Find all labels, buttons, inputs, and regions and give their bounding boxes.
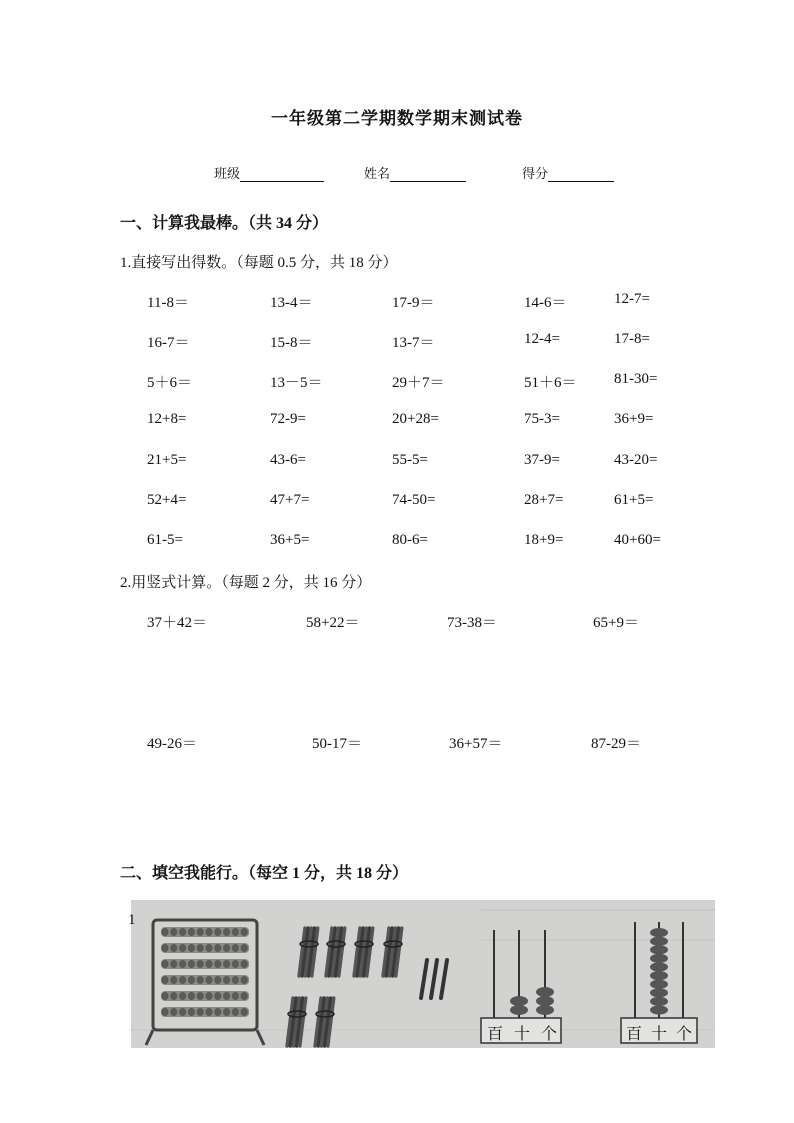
vertical-problem: 37＋42＝ xyxy=(147,615,208,631)
page-title: 一年级第二学期数学期末测试卷 xyxy=(271,109,523,128)
vertical-problem: 65+9＝ xyxy=(593,615,639,631)
place-label: 百 xyxy=(626,1024,643,1043)
abacus-bead xyxy=(650,980,668,989)
bead xyxy=(197,992,204,1000)
math-problem: 12-7= xyxy=(614,291,650,307)
bead xyxy=(205,1008,212,1016)
bead xyxy=(232,928,239,936)
name-blank xyxy=(390,167,466,182)
bead xyxy=(197,976,204,984)
bead xyxy=(241,976,248,984)
name-label: 姓名 xyxy=(364,167,391,182)
math-problem: 13－5＝ xyxy=(270,375,323,391)
abacus-bead xyxy=(650,971,668,980)
math-problem: 36+9= xyxy=(614,411,654,427)
bead xyxy=(188,992,195,1000)
math-problem: 12+8= xyxy=(147,411,187,427)
math-problem: 15-8＝ xyxy=(270,335,313,351)
place-label: 十 xyxy=(513,1024,530,1043)
bead xyxy=(170,976,177,984)
place-label: 百 xyxy=(487,1024,504,1043)
bead xyxy=(179,992,186,1000)
abacus-bead xyxy=(650,1005,668,1014)
abacus-1-place-labels xyxy=(487,1021,557,1044)
part1-heading: 1.直接写出得数。（每题 0.5 分，共 18 分） xyxy=(120,255,398,271)
bead xyxy=(205,976,212,984)
math-problem: 61-5= xyxy=(147,532,183,548)
bead xyxy=(161,944,168,952)
bead xyxy=(188,928,195,936)
abacus-bead xyxy=(650,962,668,971)
math-problem: 28+7= xyxy=(524,492,564,508)
bead xyxy=(232,976,239,984)
bead xyxy=(241,960,248,968)
math-problem: 74-50= xyxy=(392,492,436,508)
math-problem: 43-6= xyxy=(270,452,306,468)
bead xyxy=(179,944,186,952)
math-problem: 51＋6＝ xyxy=(524,375,577,391)
math-problem: 14-6＝ xyxy=(524,295,567,311)
place-label: 个 xyxy=(675,1024,692,1043)
abacus-bead xyxy=(650,937,668,946)
section2-heading: 二、填空我能行。（每空 1 分，共 18 分） xyxy=(120,865,409,882)
math-problem: 11-8＝ xyxy=(147,295,189,311)
math-problem: 5＋6＝ xyxy=(147,375,193,391)
section1-heading: 一、计算我最棒。（共 34 分） xyxy=(120,215,329,232)
bead xyxy=(241,944,248,952)
bead xyxy=(232,960,239,968)
question-number: 1 xyxy=(128,912,136,928)
bead xyxy=(188,960,195,968)
bead xyxy=(232,944,239,952)
counting-picture xyxy=(131,900,715,1048)
bead xyxy=(188,944,195,952)
bead xyxy=(223,1008,230,1016)
bead xyxy=(170,992,177,1000)
bead xyxy=(170,1008,177,1016)
math-problem: 72-9= xyxy=(270,411,306,427)
math-problem: 13-4＝ xyxy=(270,295,313,311)
bead xyxy=(223,944,230,952)
math-problem: 80-6= xyxy=(392,532,428,548)
bead xyxy=(205,944,212,952)
part2-heading: 2.用竖式计算。（每题 2 分，共 16 分） xyxy=(120,575,372,591)
math-problem: 18+9= xyxy=(524,532,564,548)
math-problem: 16-7＝ xyxy=(147,335,190,351)
class-field xyxy=(214,163,324,182)
bead xyxy=(223,928,230,936)
vertical-problem: 58+22＝ xyxy=(306,615,360,631)
math-problem: 75-3= xyxy=(524,411,560,427)
vertical-problem: 73-38＝ xyxy=(447,615,497,631)
vertical-problem: 87-29＝ xyxy=(591,736,641,752)
abacus-bead xyxy=(650,988,668,997)
bead xyxy=(205,928,212,936)
bead xyxy=(241,928,248,936)
bead xyxy=(223,976,230,984)
name-field xyxy=(364,163,466,182)
bead xyxy=(188,1008,195,1016)
bead xyxy=(161,992,168,1000)
bead xyxy=(197,944,204,952)
class-blank xyxy=(240,167,324,182)
math-problem: 47+7= xyxy=(270,492,310,508)
bead xyxy=(161,1008,168,1016)
abacus-bead xyxy=(650,997,668,1006)
bead xyxy=(179,960,186,968)
math-problem: 52+4= xyxy=(147,492,187,508)
bead xyxy=(214,944,221,952)
math-problem: 20+28= xyxy=(392,411,439,427)
vertical-problem: 36+57＝ xyxy=(449,736,503,752)
class-label: 班级 xyxy=(214,167,241,182)
bead xyxy=(214,992,221,1000)
math-problem: 13-7＝ xyxy=(392,335,435,351)
bead xyxy=(170,960,177,968)
abacus-bead xyxy=(650,928,668,937)
bead xyxy=(197,928,204,936)
bead xyxy=(223,960,230,968)
bead xyxy=(161,960,168,968)
math-problem: 40+60= xyxy=(614,532,661,548)
bead xyxy=(205,992,212,1000)
place-label: 个 xyxy=(540,1024,557,1043)
bead xyxy=(197,960,204,968)
bead xyxy=(214,960,221,968)
bead xyxy=(161,976,168,984)
bead xyxy=(241,992,248,1000)
bead xyxy=(223,992,230,1000)
vertical-problem: 50-17＝ xyxy=(312,736,362,752)
math-problem: 29＋7＝ xyxy=(392,375,445,391)
bead xyxy=(232,992,239,1000)
bead xyxy=(179,928,186,936)
math-problem: 36+5= xyxy=(270,532,310,548)
math-problem: 17-8= xyxy=(614,331,650,347)
bead xyxy=(205,960,212,968)
abacus-bead xyxy=(650,954,668,963)
math-problem: 61+5= xyxy=(614,492,654,508)
score-field xyxy=(522,163,614,182)
score-blank xyxy=(548,167,614,182)
bead xyxy=(161,928,168,936)
score-label: 得分 xyxy=(522,167,549,182)
bead xyxy=(214,976,221,984)
bead xyxy=(179,976,186,984)
bead xyxy=(232,1008,239,1016)
abacus-2-place-labels xyxy=(626,1021,692,1044)
bead xyxy=(214,928,221,936)
bead xyxy=(170,928,177,936)
math-problem: 12-4= xyxy=(524,331,560,347)
bead xyxy=(214,1008,221,1016)
math-problem: 21+5= xyxy=(147,452,187,468)
bead xyxy=(179,1008,186,1016)
math-problem: 43-20= xyxy=(614,452,658,468)
bead xyxy=(241,1008,248,1016)
bead xyxy=(188,976,195,984)
abacus-bead xyxy=(650,945,668,954)
math-problem: 17-9＝ xyxy=(392,295,435,311)
math-problem: 37-9= xyxy=(524,452,560,468)
bead xyxy=(197,1008,204,1016)
place-label: 十 xyxy=(650,1024,667,1043)
math-problem: 81-30= xyxy=(614,371,658,387)
vertical-problem: 49-26＝ xyxy=(147,736,197,752)
bead xyxy=(170,944,177,952)
math-problem: 55-5= xyxy=(392,452,428,468)
